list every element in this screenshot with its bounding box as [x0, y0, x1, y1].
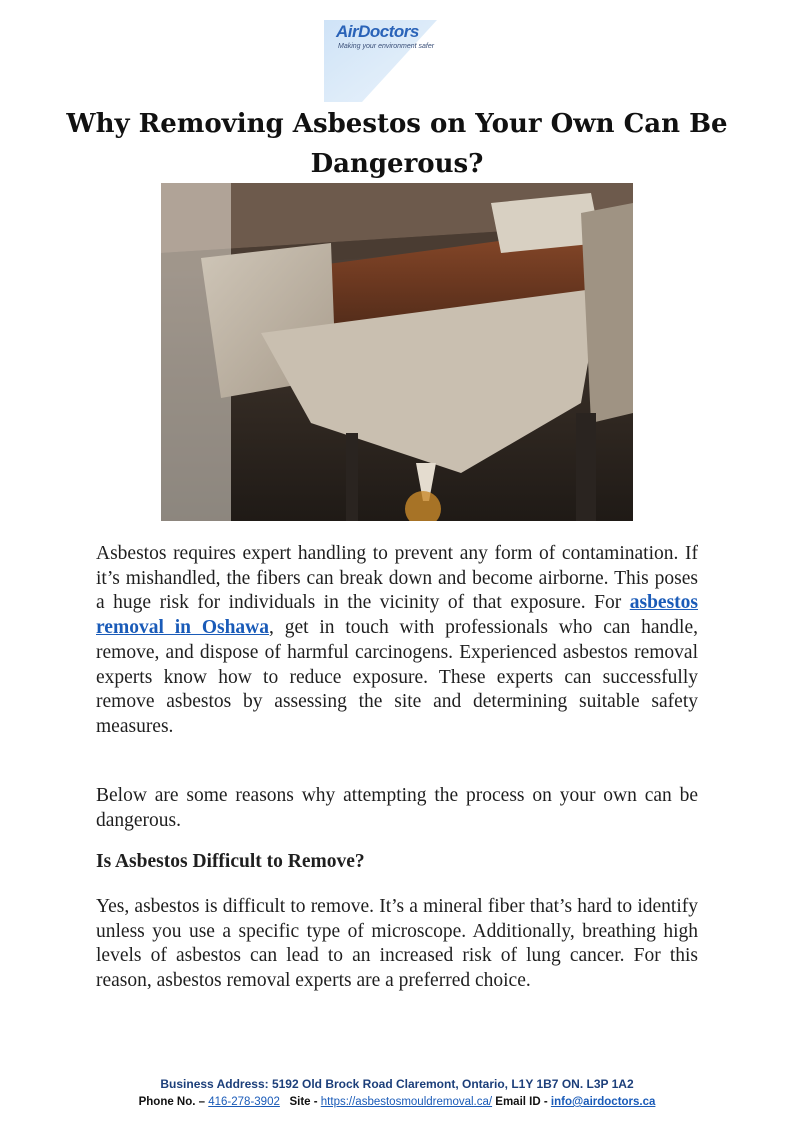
- difficulty-paragraph: Yes, asbestos is difficult to remove. It’s a mineral fiber that’s hard to identify unless you use a specific type of microscope. Additionally, breathing high levels of asbestos can lead to an increased risk of lung cancer. For this reason, asbestos removal experts are a preferred choice.: [96, 896, 698, 992]
- email-link[interactable]: info@airdoctors.ca: [550, 1096, 656, 1108]
- asbestos-removal-oshawa-link[interactable]: asbestos removal in Oshawa: [96, 592, 698, 639]
- phone-link[interactable]: 416-278-3902: [208, 1096, 280, 1108]
- logo-text: AirDoctors: [336, 22, 419, 41]
- site-label: Site -: [289, 1096, 321, 1108]
- phone-label: Phone No. –: [138, 1096, 209, 1108]
- logo-tagline: Making your environment safer: [338, 43, 435, 50]
- intro-text-before-link: Asbestos requires expert handling to prevent any form of contamination. If it’s mishandled, the fibers can break down and become airborne. This poses a huge risk for individuals in the vicinity of that exposure. For: [96, 543, 698, 614]
- intro-text-after-link: , get in touch with professionals who can handle, remove, and dispose of harmful carcinogens. Experienced asbestos removal experts know how to reduce exposure. These experts can successfully remove asbestos by assessing the site and determining suitable safety measures.: [96, 617, 698, 737]
- section-heading: Is Asbestos Difficult to Remove?: [96, 851, 365, 872]
- reasons-intro-paragraph: Below are some reasons why attempting the process on your own can be dangerous.: [96, 785, 698, 831]
- email-label: Email ID -: [492, 1096, 551, 1108]
- business-address: Business Address: 5192 Old Brock Road Claremont, Ontario, L1Y 1B7 ON. L3P 1A2: [160, 1077, 634, 1091]
- site-link[interactable]: https://asbestosmouldremoval.ca/: [320, 1096, 493, 1108]
- contact-line: [0, 1096, 794, 1108]
- intro-paragraph: [96, 542, 698, 740]
- asbestos-pipe-photo: [161, 183, 633, 521]
- page-title: Why Removing Asbestos on Your Own Can Be Dangerous?: [66, 109, 728, 179]
